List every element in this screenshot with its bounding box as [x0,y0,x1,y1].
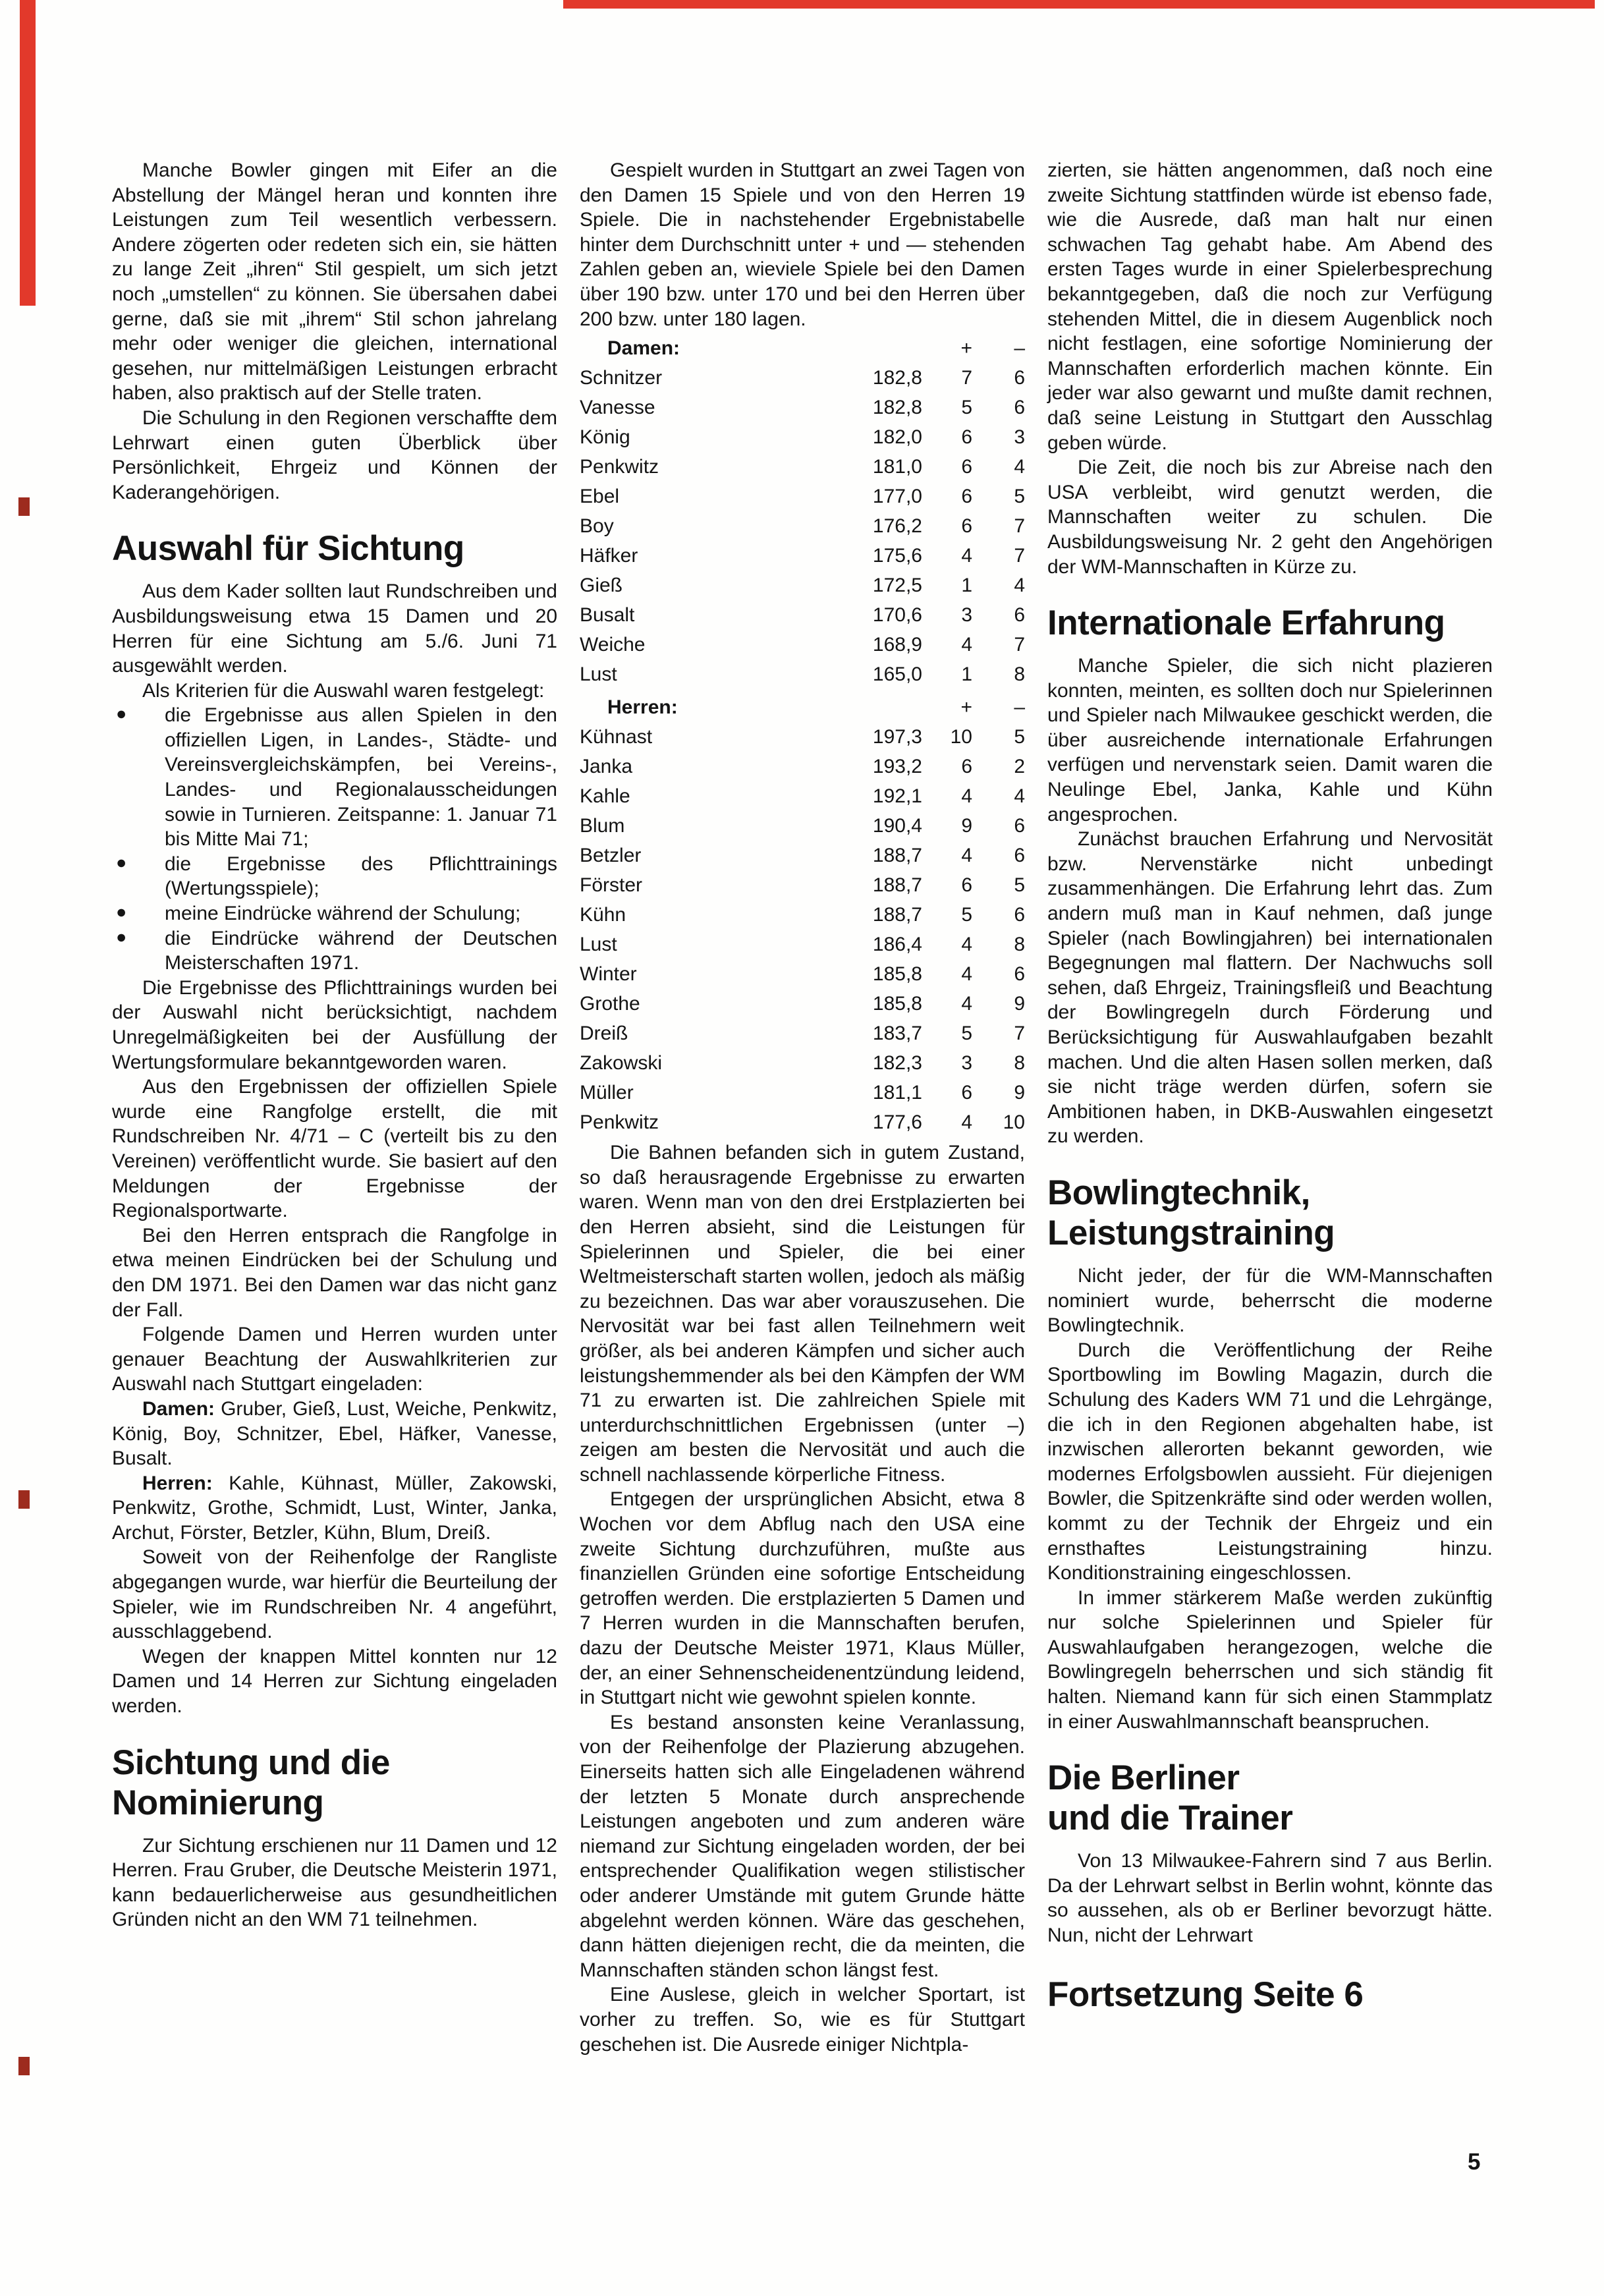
list-item [112,703,557,852]
player-name: Ebel [580,486,620,508]
table-row [580,422,1025,452]
games-under: 3 [1014,426,1025,449]
red-margin-dash [18,497,30,516]
plus-column-header: + [960,696,972,719]
player-name: Busalt [580,604,635,627]
table-header-row [580,692,1025,722]
player-name: Kühn [580,904,626,926]
table-row [580,1078,1025,1107]
games-under: 6 [1014,367,1025,389]
table-row [580,959,1025,989]
player-average: 182,8 [872,367,922,389]
player-average: 188,7 [872,874,922,897]
games-under: 7 [1014,634,1025,656]
games-over: 3 [961,1052,972,1075]
games-under: 2 [1014,756,1025,778]
player-name: Dreiß [580,1022,628,1045]
games-over: 4 [961,634,972,656]
continuation-note: Fortsetzung Seite 6 [1047,1974,1364,2014]
table-row [580,1107,1025,1137]
paragraph: Gespielt wurden in Stuttgart an zwei Tagen von den Damen 15 Spiele und von den Herren 19 Spiele. Die in nachstehender Ergebnistabelle hinter dem Durchschnitt unter + und — stehenden Zahlen geben an, wieviele Spiele bei den Damen über 190 bzw. unter 170 und bei den Herren über 200 bzw. unter 180 lagen. [580,159,1025,330]
player-average: 176,2 [872,515,922,538]
list-item [112,852,557,901]
games-over: 4 [961,1111,972,1134]
games-under: 9 [1014,993,1025,1015]
paragraph: Zur Sichtung erschienen nur 11 Damen und 12 Herren. Frau Gruber, die Deutsche Meisterin 1971, kann bedauerlicherweise aus gesundheitlichen Gründen nicht an den WM 71 teilnehmen. [112,1834,557,1931]
table-row [580,600,1025,630]
games-under: 5 [1014,726,1025,748]
bullet-icon: ● [116,926,127,947]
games-over: 6 [961,456,972,478]
games-over: 10 [950,726,972,748]
table-row [580,811,1025,841]
table-row [580,781,1025,811]
heading-line: Leistungstraining [1047,1213,1335,1252]
games-under: 6 [1014,845,1025,867]
bullet-icon: ● [116,852,127,872]
heading-line: Bowlingtechnik, [1047,1173,1310,1212]
table-row [580,630,1025,659]
player-name: Zakowski [580,1052,663,1075]
player-name: Janka [580,756,633,778]
table-row [580,989,1025,1019]
player-name: Penkwitz [580,1111,659,1134]
player-average: 197,3 [872,726,922,748]
column-3 [1047,158,1493,2025]
herren-invited-list [112,1471,557,1546]
player-name: Vanesse [580,397,655,419]
heading-line: Die Berliner [1047,1758,1240,1798]
column-2 [580,158,1025,2057]
player-name: Lust [580,663,617,686]
paragraph: Die Bahnen befanden sich in gutem Zustand, so daß herausragende Ergebnisse zu erwarten waren. Wenn man von den drei Erstplazierten bei den Herren absieht, sind die Leistungen für Spielerinnen und Spieler, die bei einer Weltmeisterschaft starten wollen, jedoch als mäßig zu bezeichnen. Das war aber vorauszusehen. Die Nervosität war bei fast allen Teilnehmern weit größer, als bei anderen Kämpfen und sicher auch leistungshemmender als bei den Kämpfen der WM 71 zu erwarten ist. Die zahlreichen Spiele mit unterdurchschnittlichen Ergebnissen (unter –) zeigen am besten die Nervosität und auch die schnell nachlassende körperliche Fitness. [580,1142,1025,1486]
games-over: 5 [961,397,972,419]
table-row [580,482,1025,511]
red-top-rule [563,0,1595,9]
table-row [580,363,1025,393]
player-name: Förster [580,874,643,897]
player-average: 188,7 [872,845,922,867]
table-row [580,659,1025,689]
player-name: Blum [580,815,625,837]
player-average: 175,6 [872,545,922,567]
games-over: 6 [961,486,972,508]
section-heading-bowlingtechnik [1047,1173,1493,1253]
player-name: Kühnast [580,726,653,748]
paragraph: Als Kriterien für die Auswahl waren festgelegt: [142,679,545,702]
games-over: 4 [961,993,972,1015]
player-average: 168,9 [872,634,922,656]
table-row [580,452,1025,482]
games-under: 5 [1014,486,1025,508]
player-average: 193,2 [872,756,922,778]
games-over: 1 [961,574,972,597]
table-row [580,752,1025,781]
player-average: 182,8 [872,397,922,419]
player-average: 185,8 [872,963,922,986]
paragraph: Die Zeit, die noch bis zur Abreise nach den USA verbleibt, wird genutzt werden, die Mannschaften weiter zu schulen. Die Ausbildungsweisung Nr. 2 geht den Angehörigen der WM-Mannschaften in Kürze zu. [1047,457,1493,578]
section-heading-internationale-erfahrung: Internationale Erfahrung [1047,603,1445,643]
games-over: 5 [961,1022,972,1045]
games-under: 8 [1014,663,1025,686]
damen-names: Gruber, Gieß, Lust, Weiche, Penkwitz, König, Boy, Schnitzer, Ebel, Häfker, Vanesse, Busalt. [112,1397,557,1470]
games-under: 5 [1014,874,1025,897]
paragraph: Folgende Damen und Herren wurden unter genauer Beachtung der Auswahlkriterien zur Auswahl nach Stuttgart eingeladen: [112,1324,557,1395]
player-name: Schnitzer [580,367,663,389]
games-over: 6 [961,874,972,897]
player-name: Betzler [580,845,642,867]
table-row [580,841,1025,870]
results-table-damen [580,333,1025,689]
games-under: 6 [1014,397,1025,419]
games-under: 8 [1014,934,1025,956]
paragraph: Aus den Ergebnissen der offiziellen Spiele wurde eine Rangfolge erstellt, die mit Rundschreiben Nr. 4/71 – C (verteilt bis zu den Vereinen) veröffentlicht wurde. Sie basiert auf den Meldungen der Ergebnisse der Regionalsportwarte. [112,1076,557,1222]
table-row [580,930,1025,959]
player-average: 177,0 [872,486,922,508]
plus-column-header: + [960,337,972,360]
player-average: 181,1 [872,1082,922,1104]
player-name: Grothe [580,993,640,1015]
table-group-label: Herren: [607,696,678,719]
table-group-label: Damen: [607,337,680,360]
paragraph-continuation: zierten, sie hätten angenommen, daß noch eine zweite Sichtung stattfinden würde ist ebenso fade, wie die Ausrede, daß man halt nur einen schwachen Tag gehabt habe. Am Abend des ersten Tages wurde in einer Spielerbesprechung bekanntgegeben, daß die noch zur Verfügung stehenden Mittel, die in diesem Augenblick noch nicht festlagen, eine sofortige Nominierung der Mannschaften erforderlich machen könnte. Ein jeder war also gewarnt und mußte damit rechnen, daß seine Leistung in Stuttgart den Ausschlag geben würde. [1047,159,1493,454]
games-over: 4 [961,934,972,956]
minus-column-header: – [1014,696,1025,719]
paragraph: Aus dem Kader sollten laut Rundschreiben und Ausbildungsweisung etwa 15 Damen und 20 Herren für eine Sichtung am 5./6. Juni 71 ausgewählt werden. [112,580,557,677]
table-row [580,571,1025,600]
games-over: 4 [961,545,972,567]
bullet-icon: ● [116,704,127,724]
list-item [112,901,557,926]
paragraph: Es bestand ansonsten keine Veranlassung, von der Reihenfolge der Plazierung abzugehen. Einerseits hatten sich alle Eingeladenen während der letzten 5 Monate durch ansprechende Leistungen angeboten und zum anderen wäre niemand zur Sichtung eingeladen worden, der bei entsprechender Qualifikation wegen stilistischer oder anderer Umstände mit gutem Grunde hätte abgelehnt werden können. Wäre das geschehen, dann hätten diejenigen recht, die da meinten, die Mannschaften ständen schon längst fest. [580,1711,1025,1981]
table-row [580,541,1025,571]
games-under: 4 [1014,785,1025,808]
paragraph: Nicht jeder, der für die WM-Mannschaften nominiert wurde, beherrscht die moderne Bowlingtechnik. [1047,1264,1493,1337]
table-row [580,1048,1025,1078]
paragraph: Die Ergebnisse des Pflichttrainings wurden bei der Auswahl nicht berücksichtigt, nachdem Unregelmäßigkeiten bei der Ausfüllung der Wertungsformulare bekanntgeworden waren. [112,976,557,1073]
list-item-text: die Ergebnisse des Pflichttrainings (Wertungsspiele); [165,853,557,900]
games-over: 4 [961,785,972,808]
player-average: 183,7 [872,1022,922,1045]
games-under: 4 [1014,574,1025,597]
table-row [580,722,1025,752]
column-1 [112,158,557,1932]
table-avg-header [797,692,922,722]
table-row [580,1019,1025,1048]
player-average: 182,3 [872,1052,922,1075]
herren-names: Kahle, Kühnast, Müller, Zakowski, Penkwitz, Grothe, Schmidt, Lust, Winter, Janka, Archut, Förster, Betzler, Kühn, Blum, Dreiß. [112,1472,557,1544]
heading-line: und die Trainer [1047,1799,1293,1838]
page-number: 5 [1468,2149,1481,2175]
heading-line: Nominierung [112,1783,324,1822]
damen-invited-list [112,1397,557,1471]
games-under: 9 [1014,1082,1025,1104]
paragraph: Soweit von der Reihenfolge der Rangliste abgegangen wurde, war hierfür die Beurteilung der Spieler, wie im Rundschreiben Nr. 4 angeführt, ausschlaggebend. [112,1546,557,1643]
games-under: 7 [1014,515,1025,538]
paragraph: Die Schulung in den Regionen verschaffte dem Lehrwart einen guten Überblick über Persönlichkeit, Ehrgeiz und Können der Kaderangehörigen. [112,406,557,503]
games-under: 4 [1014,456,1025,478]
games-under: 8 [1014,1052,1025,1075]
criteria-list [112,703,557,976]
list-item [112,926,557,976]
player-average: 190,4 [872,815,922,837]
red-margin-dash [18,1490,30,1509]
bullet-icon: ● [116,902,127,922]
red-left-rule [20,0,36,306]
damen-label: Damen: [142,1397,215,1420]
red-margin-dash [18,2057,30,2075]
paragraph: Entgegen der ursprünglichen Absicht, etwa 8 Wochen vor dem Abflug nach den USA eine zweite Sichtung durchzuführen, mußte aus finanziellen Gründen eine sofortige Entscheidung getroffen werden. Die erstplazierten 5 Damen und 7 Herren wurden in die Mannschaften berufen, dazu der Deutsche Meister 1971, Klaus Müller, der, an einer Sehnenscheidenentzündung leidend, in Stuttgart nicht wie gewohnt spielen konnte. [580,1488,1025,1709]
paragraph: Zunächst brauchen Erfahrung und Nervosität bzw. Nervenstärke nicht unbedingt zusammenhängen. Die Erfahrung lehrt das. Zum andern muß man in Kauf nehmen, daß junge Spieler (nach Bowlingjahren) bei internationalen Begegnungen mal flattern. Der Nachwuchs soll sehen, daß Ehrgeiz, Trainingsfleiß und Beachtung der Bowlingregeln durch Förderung und Berücksichtigung für Auswahlaufgaben bezahlt machen. Und die alten Hasen sollen merken, daß sie nicht träge werden dürfen, sofern sie Ambitionen haben, in DKB-Auswahlen eingesetzt zu werden. [1047,828,1493,1148]
player-average: 170,6 [872,604,922,627]
games-under: 7 [1014,1022,1025,1045]
table-body [580,363,1025,689]
games-under: 7 [1014,545,1025,567]
games-over: 6 [961,515,972,538]
games-over: 3 [961,604,972,627]
table-row [580,870,1025,900]
list-item-text: meine Eindrücke während der Schulung; [165,903,521,925]
games-under: 6 [1014,815,1025,837]
player-name: Gieß [580,574,623,597]
table-avg-header [797,333,922,363]
table-body [580,722,1025,1137]
table-row [580,900,1025,930]
table-row [580,511,1025,541]
games-over: 5 [961,904,972,926]
games-under: 6 [1014,904,1025,926]
player-average: 185,8 [872,993,922,1015]
minus-column-header: – [1014,337,1025,360]
games-over: 4 [961,963,972,986]
games-over: 6 [961,1082,972,1104]
games-over: 9 [961,815,972,837]
paragraph: Wegen der knappen Mittel konnten nur 12 Damen und 14 Herren zur Sichtung eingeladen werden. [112,1645,557,1718]
games-under: 6 [1014,604,1025,627]
games-under: 10 [1003,1111,1025,1134]
list-item-text: die Ergebnisse aus allen Spielen in den offiziellen Ligen, in Landes-, Städte- und Vereinsvergleichskämpfen, bei Vereins-, Landes- und Regionalausscheidungen sowie in Turnieren. Zeitspanne: 1. Januar 71 bis Mitte Mai 71; [165,704,557,851]
paragraph: Bei den Herren entsprach die Rangfolge in etwa meinen Eindrücken bei der Schulung und den DM 1971. Bei den Damen war das nicht ganz der Fall. [112,1224,557,1321]
player-name: Boy [580,515,614,538]
section-heading-auswahl: Auswahl für Sichtung [112,529,464,569]
section-heading-berliner-trainer [1047,1758,1493,1838]
games-over: 6 [961,426,972,449]
table-header-row [580,333,1025,363]
player-average: 165,0 [872,663,922,686]
list-item-text: die Eindrücke während der Deutschen Meisterschaften 1971. [165,927,557,974]
games-under: 6 [1014,963,1025,986]
player-average: 177,6 [872,1111,922,1134]
player-average: 192,1 [872,785,922,808]
player-name: Weiche [580,634,646,656]
player-name: Häfker [580,545,638,567]
player-name: Lust [580,934,617,956]
games-over: 6 [961,756,972,778]
games-over: 7 [961,367,972,389]
player-average: 182,0 [872,426,922,449]
paragraph: Von 13 Milwaukee-Fahrern sind 7 aus Berlin. Da der Lehrwart selbst in Berlin wohnt, könnte das so aussehen, als ob er Berliner bevorzugt hätte. Nun, nicht der Lehrwart [1047,1850,1493,1947]
player-name: Penkwitz [580,456,659,478]
paragraph: Manche Spieler, die sich nicht plazieren konnten, meinten, es sollten doch nur Spielerinnen und Spieler nach Milwaukee geschickt werden, die über ausreichende internationale Erfahrungen verfügen und nervenstark seien. Damit waren die Neulinge Ebel, Janka, Kahle und Kühn angesprochen. [1047,655,1493,826]
player-name: Müller [580,1082,634,1104]
player-average: 186,4 [872,934,922,956]
player-average: 181,0 [872,456,922,478]
paragraph: In immer stärkerem Maße werden zukünftig nur solche Spielerinnen und Spieler für Auswahlaufgaben herangezogen, welche die Bowlingregeln beherrschen und sich ständig fit halten. Niemand kann für sich einen Stammplatz in einer Auswahlmannschaft beanspruchen. [1047,1586,1493,1733]
player-name: Winter [580,963,637,986]
results-table-herren [580,692,1025,1137]
player-name: Kahle [580,785,630,808]
paragraph: Durch die Veröffentlichung der Reihe Sportbowling im Bowling Magazin, durch die Schulung des Kaders WM 71 und die Lehrgänge, die ich in den Regionen abgehalten habe, ist inzwischen allerorten bekannt geworden, wie modernes Erfolgsbowlen aussieht. Für diejenigen Bowler, die Spitzenkräfte sind oder werden wollen, kommt zu der Technik der Ehrgeiz und ein ernsthaftes Leistungstraining hinzu. Konditionstraining eingeschlossen. [1047,1339,1493,1584]
paragraph: Eine Auslese, gleich in welcher Sportart, ist vorher zu treffen. So, wie es für Stuttgart geschehen ist. Die Ausrede einiger Nichtpla- [580,1984,1025,2056]
games-over: 1 [961,663,972,686]
heading-line: Sichtung und die [112,1743,390,1782]
player-average: 188,7 [872,904,922,926]
herren-label: Herren: [142,1472,213,1494]
table-row [580,393,1025,422]
section-heading-sichtung-nominierung [112,1743,557,1823]
player-name: König [580,426,630,449]
player-average: 172,5 [872,574,922,597]
games-over: 4 [961,845,972,867]
paragraph: Manche Bowler gingen mit Eifer an die Abstellung der Mängel heran und konnten ihre Leistungen zum Teil wesentlich verbessern. Andere zögerten oder redeten sich ein, sie hätten zu lange Zeit „ihren“ Stil gespielt, um sich jetzt noch „umstellen“ zu können. Sie übersahen dabei gerne, daß sie mit „ihrem“ Stil schon jahrelang mehr oder weniger die gleichen, international gesehen, nur mittelmäßigen Leistungen erbracht haben, also praktisch auf der Stelle traten. [112,159,557,405]
